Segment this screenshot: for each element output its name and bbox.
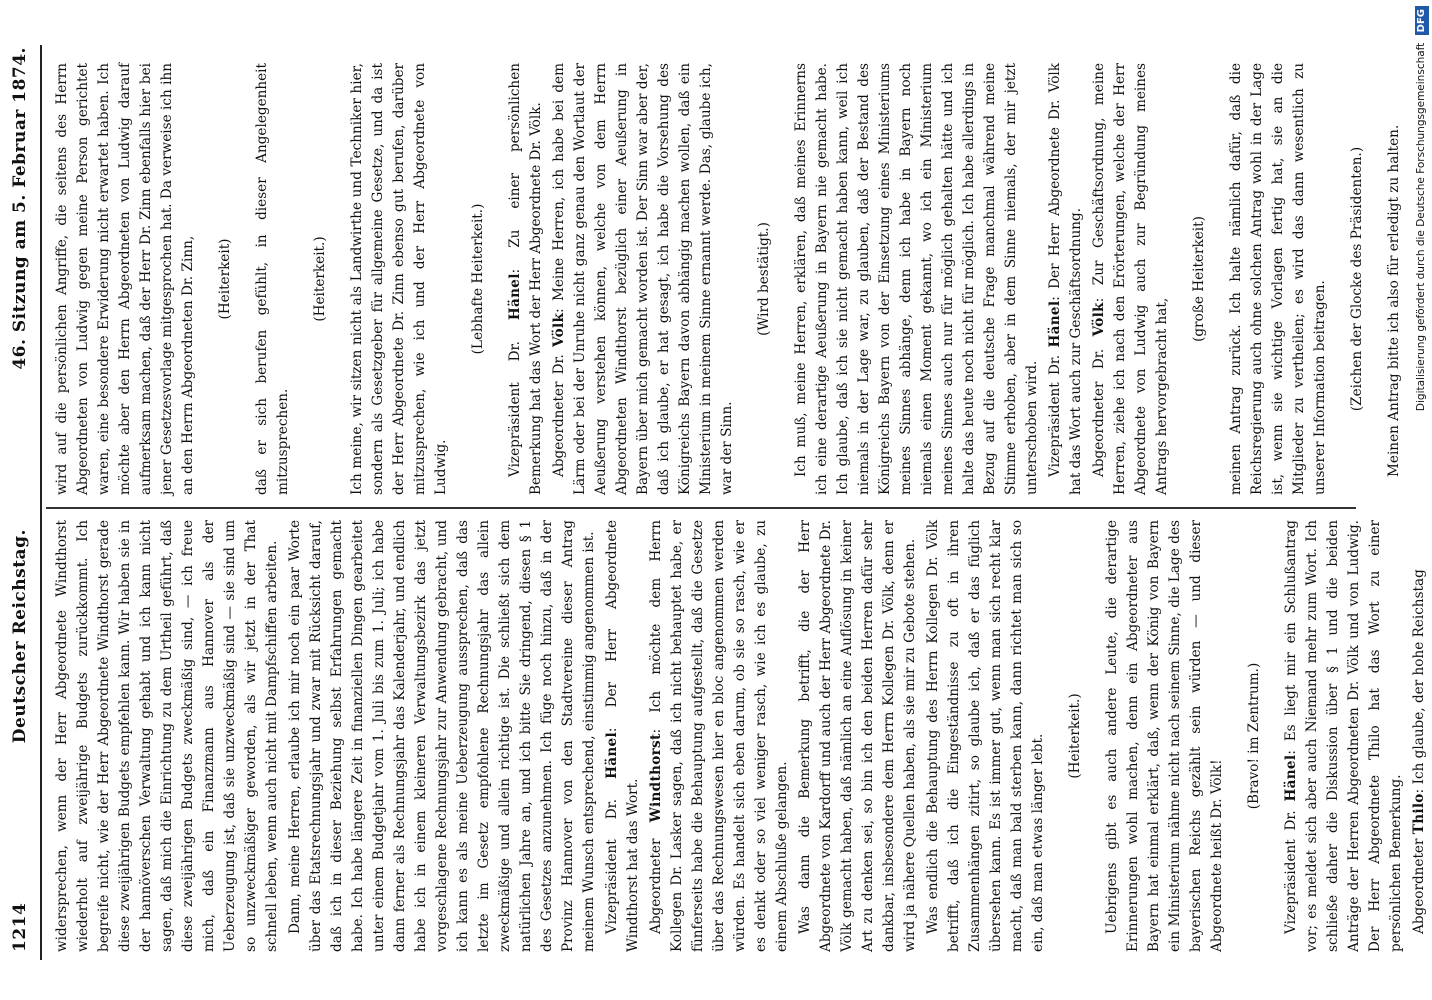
stage-direction: (Heiterkeit.) <box>312 236 328 322</box>
speaker-name: Hänel <box>604 732 620 779</box>
paragraph-text: Meinen Antrag bitte ich also für erledigt zu halten. <box>1386 124 1402 477</box>
paragraph <box>1281 520 1407 952</box>
paragraph <box>1089 63 1173 495</box>
stage-direction: (Bravo! im Zentrum.) <box>1246 662 1262 810</box>
paragraph-text: Vizepräsident Dr. <box>1283 801 1299 934</box>
credit-text: Digitalisierung gefördert durch die Deutsche Forschungsgemeinschaft <box>1415 42 1427 412</box>
paragraph-text: Ich muß, meine Herren, erklären, daß meines Erinnerns ich eine derartige Aeußerung in Bayern nie gemacht habe. Ich glaube, daß ich sie nicht gemacht haben kann, weil ich niemals in der Lage war, zu glauben, daß der Bestand des Königreichs Bayern von der Einsetzung eines Ministeriums meines Sinnes abhänge, denn ich habe in Bayern noch niemals einen Moment gekannt, wo ich ein Ministerium meines Sinnes auch nur für möglich gehalten hätte und ich halte das heute noch nicht für möglich. Ich habe allerdings in Bezug auf die deutsche Frage manchmal während meine Stimme erhoben, aber in dem Sinne niemals, der mir jetzt unterschoben wird. <box>793 63 1040 495</box>
paragraph <box>549 63 738 495</box>
stage-direction: (Wird bestätigt.) <box>756 222 772 336</box>
paragraph-text: Was endlich die Behauptung des Herrn Kollegen Dr. Völk betrifft, daß ich die Eingeständnisse zu oft in ihren Zusammenhängen zitirt, so glaube ich, daß er das füglich übersehen kann. Es ist immer gut, wenn man sich recht klar macht, daß man bald sterben kann, dann richtet man sich so ein, daß man etwas länger lebt. <box>925 520 1046 952</box>
paragraph-text: wird auf die persönlichen Angriffe, die seitens des Herrn Abgeordneten von Ludwig gegen meine Person gerichtet waren, eine besondere Erwiderung nicht erwartet haben. Ich möchte aber den Herrn Abgeordneten von Ludwig darauf aufmerksam machen, daß der Herr Dr. Zinn ebenfalls hier bei jener Gesetzesvorlage mitgesprochen hat. Da verweise ich ihn an den Herrn Abgeordneten Dr. Zinn, <box>54 63 196 495</box>
paragraph-text: : Ich möchte dem Herrn Kollegen Dr. Lasker sagen, daß ich nicht behauptet habe, er fünferseits habe die Behauptung aufgestellt, daß die Gesetze über das Rechnungswesen hier en bloc angenommen werden würden. Es handelt sich eben darum, ob sie so rasch, wie er es denkt oder so viel weniger rasch, wie ich es glaube, zu einem Abschluße gelangen. <box>648 520 790 952</box>
stage-direction: (Heiterkeit) <box>217 238 233 320</box>
speaker-name: Völk <box>1091 302 1107 337</box>
paragraph <box>285 520 600 952</box>
paragraph <box>52 63 199 495</box>
speaker-name: Windthorst <box>648 733 664 823</box>
paragraph <box>1045 63 1087 495</box>
paragraph <box>505 63 547 495</box>
paragraph-text: : Der Herr Abgeordnete Dr. Völk hat das Wort auch zur Geschäftsordnung. <box>1047 63 1084 495</box>
paragraph <box>1226 63 1331 495</box>
paragraph-text: Abgeordneter <box>648 822 664 934</box>
page-number: 1214 <box>10 902 30 952</box>
paragraph-text: : Zur Geschäftsordnung, meine Herren, ziehe ich nach den Erörterungen, welche der Herr Abgeordnete von Ludwig auch zur Begründung meines Antrags hervorgebracht hat, <box>1091 63 1170 495</box>
paragraph-text: daß er sich berufen gefühlt, in dieser Angelegenheit mitzusprechen. <box>254 63 291 495</box>
publication-title: Deutscher Reichstag. <box>10 529 30 744</box>
paragraph-text: Uebrigens gibt es auch andere Leute, die derartige Erinnerungen wohl machen, denn ein Abgeordneter aus Bayern hat einmal erklärt, daß, wenn der König von Bayern ein Ministerium nähme nicht nach seinem Sinne, die Lage des bayerischen Reichs gezählt sein würden — und dieser Abgeordnete heißt Dr. Völk! <box>1104 520 1225 952</box>
left-text-column <box>52 520 1427 952</box>
stage-direction: (große Heiterkeit) <box>1191 216 1207 342</box>
column-divider <box>46 507 1356 509</box>
digitization-credit <box>1412 6 1430 994</box>
stage-direction: (Zeichen der Glocke des Präsidenten.) <box>1349 146 1365 412</box>
paragraph-text: widersprechen, wenn der Herr Abgeordnete Windthorst wiederholt auf zweijährige Budgets zurückkommt. Ich begreife nicht, wie der Herr Abgeordnete Windthorst gerade diese zweijährigen Budgets empfehlen kann. Wir haben sie in der hannöverschen Verwaltung gehabt und ich kann nicht sagen, daß mich die Einrichtung zu dem Urtheil geführt, daß diese zweijährigen Budgets zweckmäßig sind, — ich freue mich, daß ein Finanzmann aus Hannover als der Ueberzeugung ist, daß sie unzweckmäßig sind — sie sind um so unzweckmäßiger geworden, als wir jetzt in der That schnell leben, wenn auch nicht mit Dampfschiffen arbeiten. <box>54 520 280 952</box>
paragraph-text: Ich meine, wir sitzen nicht als Landwirthe und Techniker hier, sondern als Gesetzgeber für allgemeine Gesetze, und da ist der Herr Abgeordnete Dr. Zinn ebenso gut berufen, darüber mitzusprechen, wie ich und der Herr Abgeordnete von Ludwig. <box>349 63 449 495</box>
stage-direction: (Lebhafte Heiterkeit.) <box>470 203 486 355</box>
paragraph <box>1384 63 1405 495</box>
paragraph-text: Vizepräsident Dr. <box>507 320 523 477</box>
paragraph <box>252 63 294 495</box>
speaker-name: Hänel <box>1283 754 1299 802</box>
dfg-logo: DFG <box>1415 6 1429 35</box>
header-rule <box>40 45 42 960</box>
paragraph <box>347 63 452 495</box>
paragraph <box>791 63 1043 495</box>
paragraph-text: Vizepräsident Dr. <box>1047 347 1063 477</box>
page-header <box>2 47 38 952</box>
paragraph-text: meinen Antrag zurück. Ich halte nämlich dafür, daß die Reichsregierung auch ohne solchen Antrag wohl in der Lage ist, wenn sie wichtige Vorlagen fertig hat, sie an die Mitglieder zu vertheilen; es wird das dann wesentlich zu unserer Information beitragen. <box>1228 63 1328 495</box>
right-text-column <box>52 63 1402 495</box>
paragraph-text: Abgeordneter Dr. <box>1091 336 1107 477</box>
speaker-name: Thilo <box>1411 793 1427 835</box>
paragraph-text: : Meine Herren, ich habe bei dem Lärm oder bei der Unruhe nicht ganz genau den Wortlaut der Aeußerung verstehen können, welche von dem Herrn Abgeordneten Windthorst bezüglich einer Aeußerung in Bayern über mich gemacht worden ist. Der Sinn war aber der, daß ich glaube, er hat gesagt, ich habe die Vorsehung des Königreichs Bayern davon abhängig machen wollen, daß ein Ministerium in meinem Sinne ernannt werde. Das, glaube ich, war der Sinn. <box>551 63 735 495</box>
paragraph-text: Abgeordneter <box>1411 834 1427 934</box>
paragraph-text: Dann, meine Herren, erlaube ich mir noch ein paar Worte über das Etatsrechnungsjahr und zwar mit Rücksicht darauf, daß ich in dieser Beziehung selbst Erfahrungen gemacht habe. Ich habe längere Zeit in finanziellen Dingen gearbeitet unter einem Budgetjahr vom 1. Juli bis zum 1. Juli; ich habe dann ferner als Rechnungsjahr das Kalenderjahr, und endlich habe ich in einem kleineren Verwaltungsbezirk das jetzt vorgeschlagene Rechnungsjahr zur Anwendung gebracht, und ich kann es als meine Ueberzeugung aussprechen, daß das letzte im Gesetz empfohlene Rechnungsjahr das allein zweckmäßige und allein richtige ist. Die schließt sich dem natürlichen Jahre an, und ich bitte Sie dringend, diesen § 1 des Gesetzes anzunehmen. Ich füge noch hinzu, daß in der Provinz Hannover von den Stadtvereine dieser Antrag meinem Wunsch entsprechend, einstimmig angenommen ist. <box>287 520 597 952</box>
paragraph-text: : Zu einer persönlichen Bemerkung hat das Wort der Herr Abgeordnete Dr. Völk. <box>507 63 544 495</box>
paragraph <box>795 520 921 952</box>
speaker-name: Völk <box>551 312 567 347</box>
paragraph <box>1102 520 1228 952</box>
paragraph <box>602 520 644 952</box>
session-title: 46. Sitzung am 5. Februar 1874. <box>10 47 30 370</box>
paragraph-text: : Ich glaube, der hohe Reichstag <box>1411 569 1427 794</box>
paragraph-text: Abgeordneter Dr. <box>551 346 567 477</box>
speaker-name: Hänel <box>1047 300 1063 348</box>
paragraph-text: Was dann die Bemerkung betrifft, die der Herr Abgeordnete von Kardorff und auch der Herr Abgeordnete Dr. Völk gemacht haben, daß nämlich an eine Auflösung in keiner Art zu denken sei, so bin ich den beiden Herren dafür sehr dankbar, insbesondere dem Herrn Kollegen Dr. Völk, denn er wird ja nähere Quellen haben, als sie mir zu Gebote stehen. <box>797 520 918 952</box>
paragraph <box>923 520 1049 952</box>
paragraph <box>52 520 283 952</box>
paragraph-text: : Der Herr Abgeordnete Windthorst hat das Wort. <box>604 520 641 952</box>
paragraph-text: Vizepräsident Dr. <box>604 778 620 934</box>
stage-direction: (Heiterkeit.) <box>1067 693 1083 779</box>
paragraph-text: : Es liegt mir ein Schlußantrag vor; es meldet sich aber auch Niemand mehr zum Wort. Ich schließe daher die Diskussion über § 1 und die beiden Anträge der Herren Abgeordneten Dr. Völk und von Ludwig. Der Herr Abgeordnete Thilo hat das Wort zu einer persönlichen Bemerkung. <box>1283 520 1404 952</box>
paragraph <box>646 520 793 952</box>
speaker-name: Hänel <box>507 273 523 321</box>
